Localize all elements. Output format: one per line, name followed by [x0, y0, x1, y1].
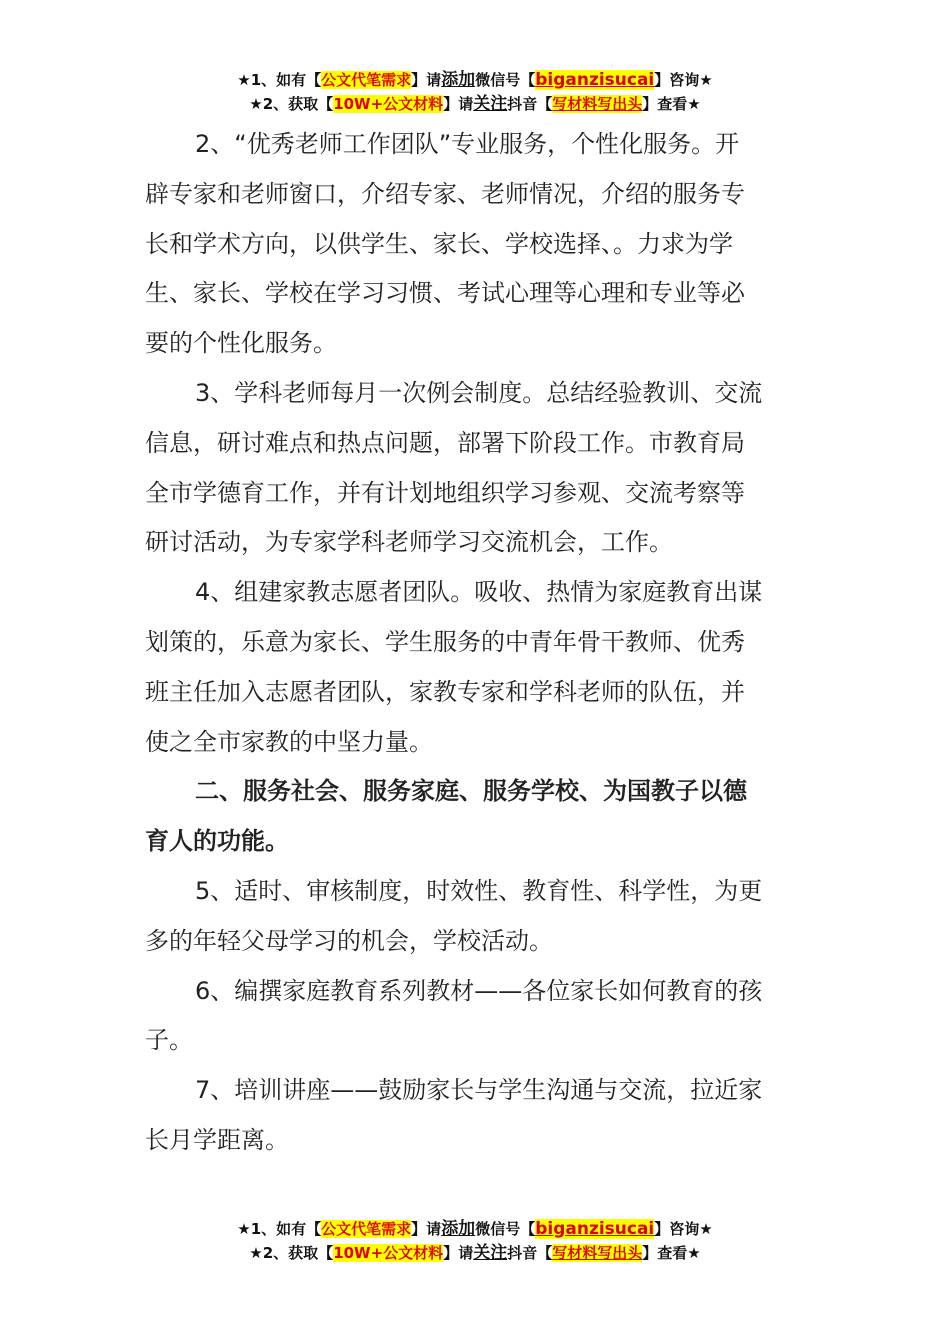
text-line: 班主任加入志愿者团队，家教专家和学科老师的队伍，并 [145, 677, 745, 706]
text-line: 划策的，乐意为家长、学生服务的中青年骨干教师、优秀 [145, 627, 745, 656]
banner-line-1: ★1、如有【公文代笔需求】请添加微信号【biganzisucai】咨询★ [237, 70, 713, 90]
text-line: 使之全市家教的中坚力量。 [145, 727, 433, 756]
header-banner [0, 68, 950, 116]
banner-line-2: ★2、获取【10W+公文材料】请关注抖音【写材料写出头】查看★ [249, 94, 701, 114]
text-line: 长月学距离。 [145, 1125, 289, 1154]
text-line: 6、编撰家庭教育系列教材——各位家长如何教育的孩 [195, 976, 763, 1005]
text-line: 信息，研讨难点和热点问题，部署下阶段工作。市教育局 [145, 428, 745, 457]
text-line: 7、培训讲座——鼓励家长与学生沟通与交流，拉近家 [195, 1076, 763, 1105]
text-line: 多的年轻父母学习的机会，学校活动。 [145, 926, 553, 955]
text-line: 辟专家和老师窗口，介绍专家、老师情况，介绍的服务专 [145, 179, 745, 208]
banner-line-2: ★2、获取【10W+公文材料】请关注抖音【写材料写出头】查看★ [249, 1243, 701, 1263]
text-line: 研讨活动，为专家学科老师学习交流机会，工作。 [145, 528, 673, 557]
text-line: 2、“优秀老师工作团队”专业服务，个性化服务。开 [195, 130, 740, 158]
text-line: 4、组建家教志愿者团队。吸收、热情为家庭教育出谋 [195, 578, 763, 607]
wechat-id: biganzisucai [535, 1219, 655, 1239]
text-line: 5、适时、审核制度，时效性、教育性、科学性，为更 [195, 876, 763, 905]
section-heading-line: 二、服务社会、服务家庭、服务学校、为国教子以德 [195, 777, 747, 806]
text-line: 要的个性化服务。 [145, 329, 337, 358]
text-line: 3、学科老师每月一次例会制度。总结经验教训、交流 [195, 378, 763, 407]
text-line: 子。 [145, 1026, 193, 1055]
banner-line-1: ★1、如有【公文代笔需求】请添加微信号【biganzisucai】咨询★ [237, 1219, 713, 1239]
text-line: 长和学术方向，以供学生、家长、学校选择、。力求为学 [145, 229, 733, 258]
text-line: 生、家长、学校在学习习惯、考试心理等心理和专业等必 [145, 279, 745, 308]
document-body [145, 120, 815, 1166]
wechat-id: biganzisucai [535, 70, 655, 90]
text-line: 全市学德育工作，并有计划地组织学习参观、交流考察等 [145, 478, 745, 507]
footer-banner [0, 1217, 950, 1265]
section-heading-line: 育人的功能。 [145, 827, 289, 856]
